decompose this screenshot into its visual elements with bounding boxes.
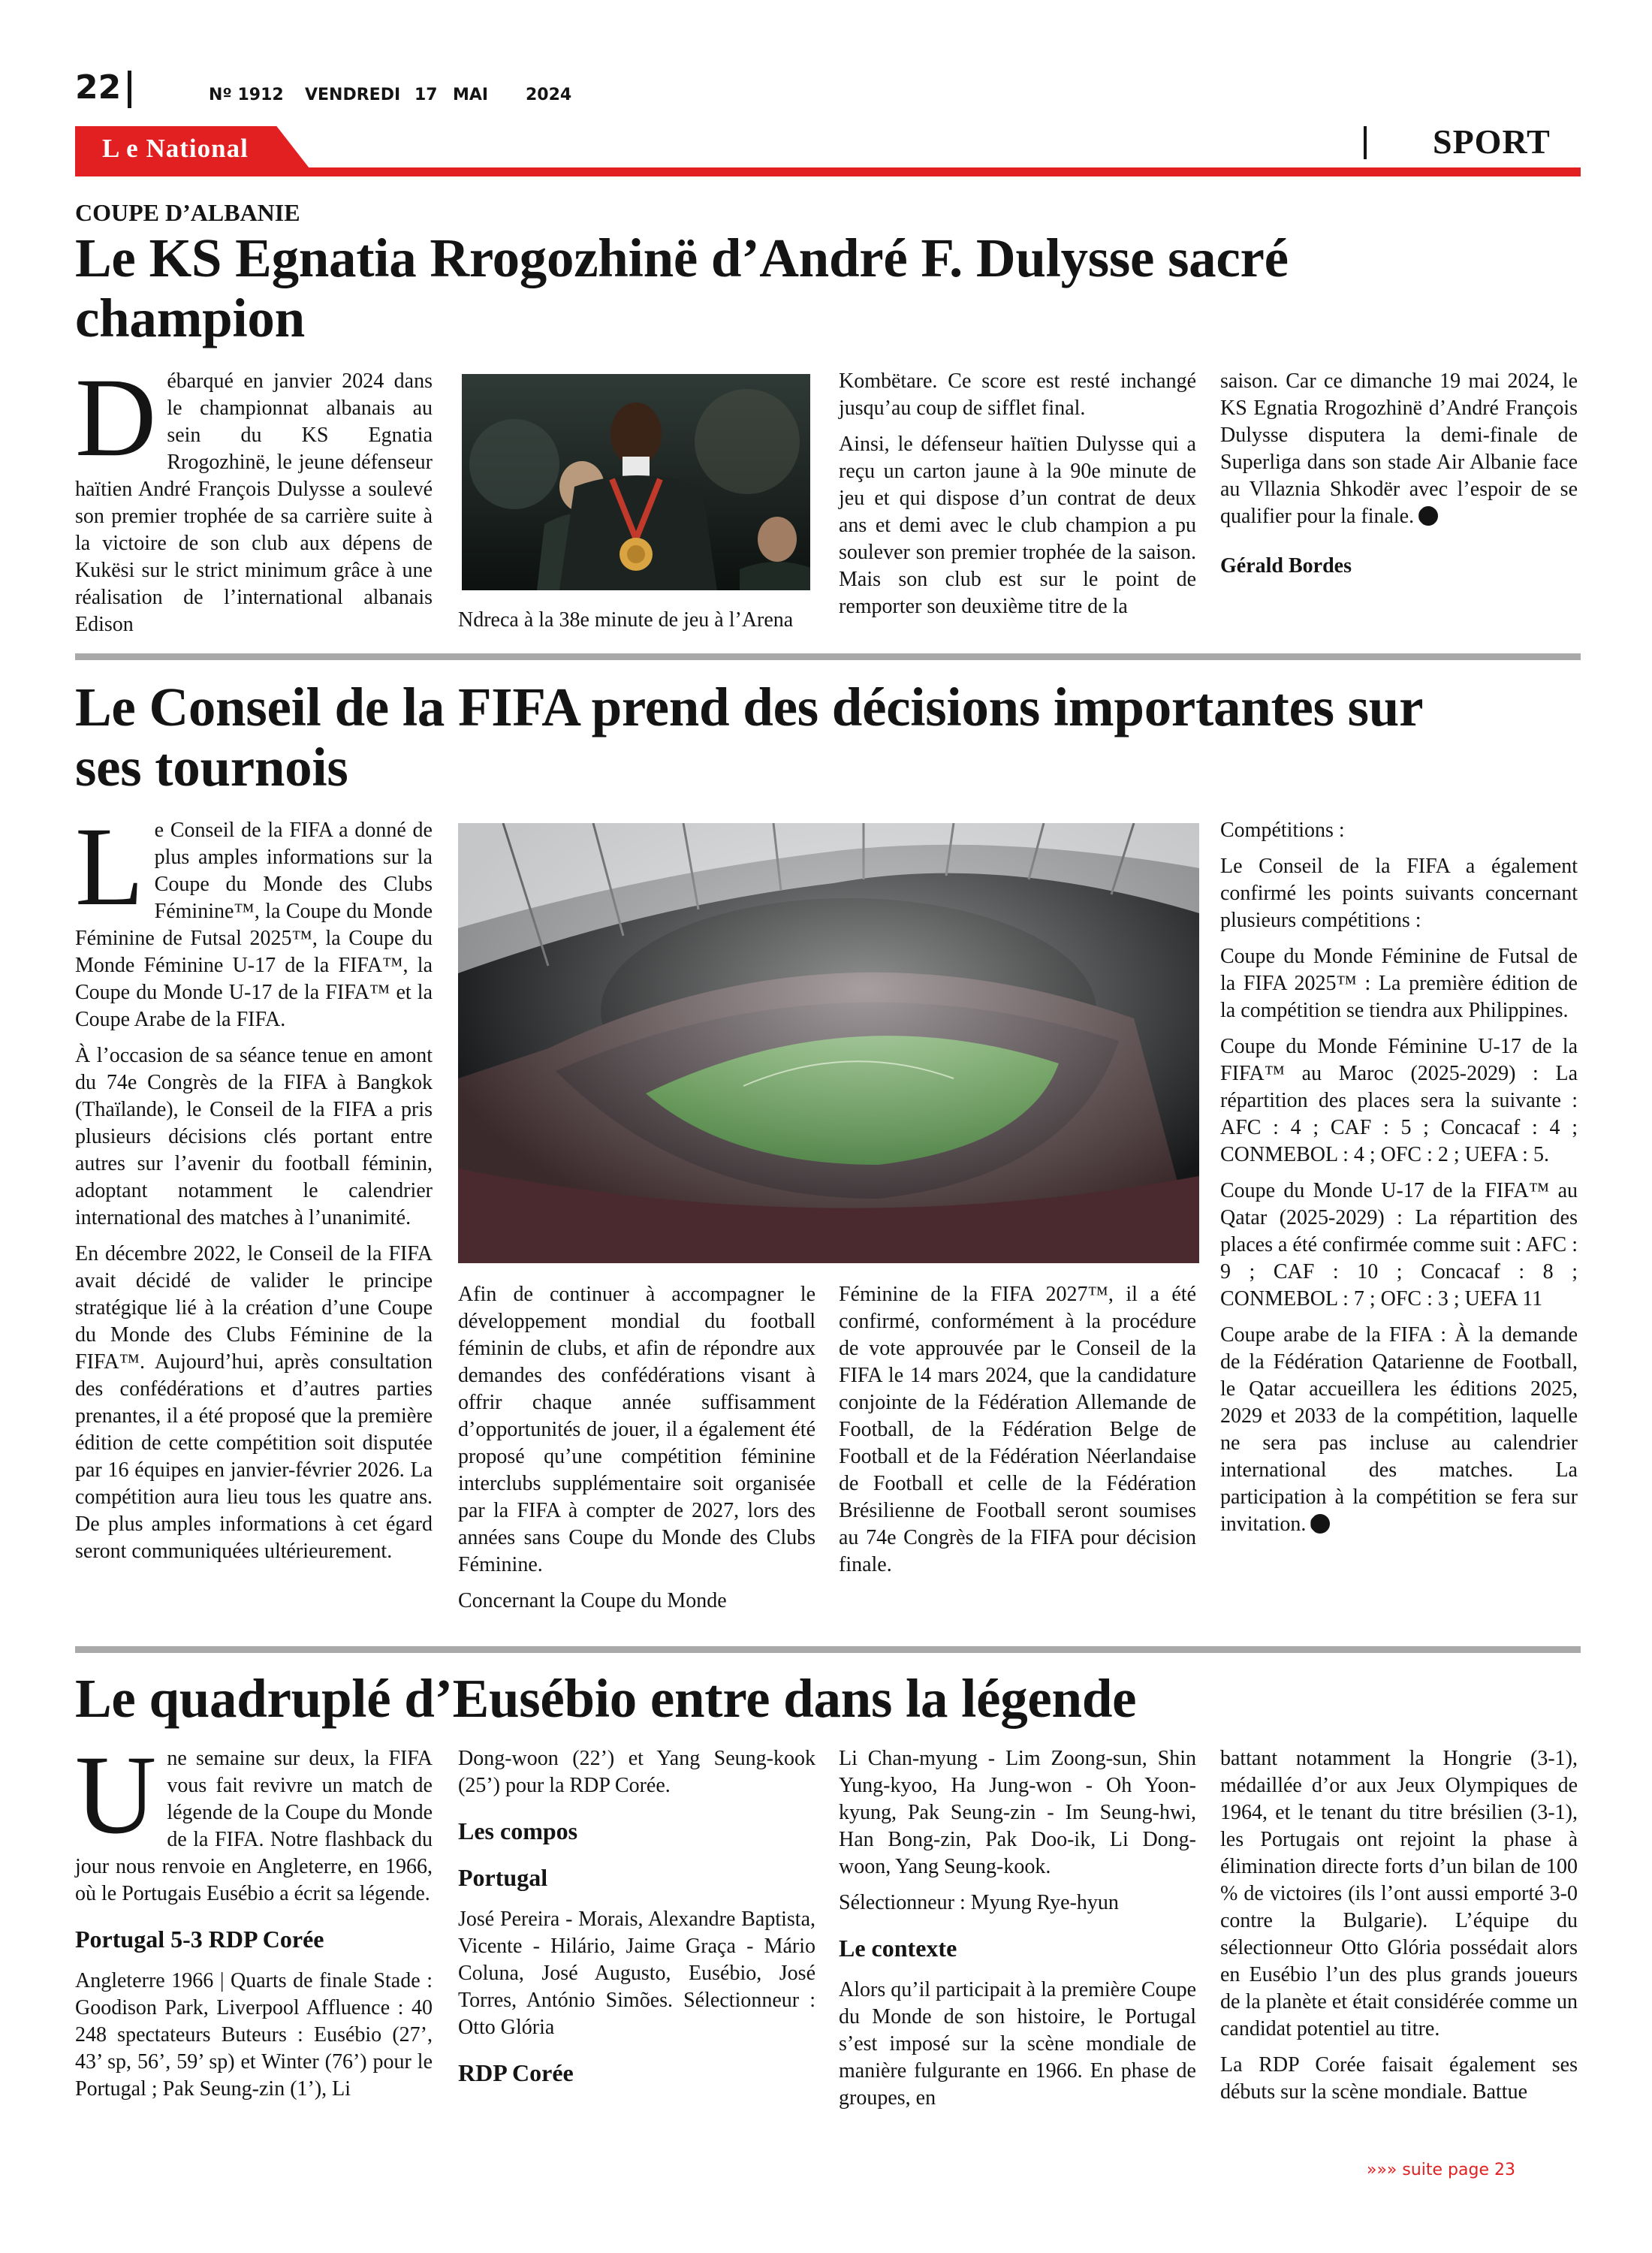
- article3-col3-p3: Alors qu’il participait à la première Coupe du Monde de son histoire, le Portugal s’est imposé sur la scène mondiale de manière fulgurante en 1966. En phase de groupes, en: [839, 1978, 1196, 2110]
- article3-portugal-subhead: Portugal: [458, 1864, 548, 1891]
- article1-col3-p2: Ainsi, le défenseur haïtien Dulysse qui a reçu un carton jaune à la 90e minute de jeu et qui dispose d’un contrat de deux ans et demi avec le club champion a pu soulever son premier trophée de la saison. Mais son club est sur le point de remporter son deuxième titre de la: [839, 433, 1196, 618]
- article2-col1-p1: e Conseil de la FIFA a donné de plus amples informations sur la Coupe du Monde des Clubs Féminine™, la Coupe du Monde Féminine de Futsal 2025™, la Coupe du Monde Féminine U-17 de la FIFA™, la Coupe du Monde U-17 de la FIFA™ et la Coupe Arabe de la FIFA.: [75, 819, 433, 1031]
- article3-col2-p1: Dong-woon (22’) et Yang Seung-kook (25’) pour la RDP Corée.: [458, 1747, 815, 1797]
- brand-logo: L e National: [102, 134, 249, 163]
- article2-col2: [458, 1281, 815, 1615]
- article2-col3: [839, 1281, 1196, 1579]
- article3-col4-p1: battant notamment la Hongrie (3-1), médaillée d’or aux Jeux Olympiques de 1964, et le tenant du titre brésilien (3-1), les Portugais ont rejoint la phase à élimination directe forts d’un bilan de 100 % de victoires (ils l’ont aussi emporté 3-0 contre la Bulgarie). L’équipe du sélectionneur Otto Glória possédait alors en Eusébio l’un des plus grands joueurs de la planète et était considérée comme un candidat potentiel au titre.: [1220, 1747, 1578, 2040]
- issue-number: Nº 1912: [209, 86, 284, 104]
- article1-headline: [75, 228, 1581, 348]
- header-rule: [75, 167, 1581, 176]
- article2-col3-p1: Féminine de la FIFA 2027™, il a été confirmé, conformément à la procédure de vote approuvée par le Conseil de la FIFA le 14 mars 2024, que la candidature conjointe de la Fédération Allemande de Football, de la Fédération Belge de Football et de la Fédération Néerlandaise de Football et celle de la Fédération Brésilienne de Football seront soumises au 74e Congrès de la FIFA pour décision finale.: [839, 1283, 1196, 1576]
- article1-col3: [839, 368, 1196, 620]
- article3-col4: [1220, 1745, 1578, 2106]
- article1-headline-line2: champion: [75, 288, 305, 348]
- article2-col1-p2: À l’occasion de sa séance tenue en amont du 74e Congrès de la FIFA à Bangkok (Thaïlande), le Conseil de la FIFA a pris plusieurs décisions clés portant entre autres sur l’avenir du football féminin, adoptant notamment le calendrier international des matches à l’unanimité.: [75, 1044, 433, 1229]
- issue-month: MAI: [453, 86, 489, 104]
- article1-col4: [1220, 368, 1578, 589]
- article2-headline-line2: ses tournois: [75, 737, 348, 798]
- article2-col4-p4: Coupe du Monde Féminine U-17 de la FIFA™ au Maroc (2025-2029) : La répartition des places sera la suivante : AFC : 4 ; CAF : 5 ; Concacaf : 4 ; CONMEBOL : 4 ; OFC : 2 ; UEFA : 5.: [1220, 1035, 1578, 1166]
- issue-year: 2024: [526, 86, 572, 104]
- article2-headline-line1: Le Conseil de la FIFA prend des décisions importantes sur: [75, 677, 1424, 737]
- article2-col1: [75, 804, 433, 1565]
- article1-col1: [75, 355, 433, 638]
- stadium-photo-image: [458, 823, 1199, 1263]
- end-of-article-icon: [1310, 1514, 1330, 1534]
- article1-col4-p1: saison. Car ce dimanche 19 mai 2024, le KS Egnatia Rrogozhinë d’André François Dulysse disputera la demi-finale de Superliga dans son stade Air Albanie face au Vllaznia Shkodër avec l’espoir de se qualifier pour la finale.: [1220, 369, 1578, 528]
- article1-photo: [462, 374, 810, 590]
- article2-col4-p3: Coupe du Monde Féminine de Futsal de la FIFA 2025™ : La première édition de la compétition se tiendra aux Philippines.: [1220, 945, 1578, 1022]
- section-divider: [1364, 126, 1367, 159]
- page-number: 22: [75, 68, 122, 107]
- article3-col2: [458, 1745, 815, 2101]
- article2-col4: [1220, 817, 1578, 1538]
- article-divider: [75, 653, 1581, 660]
- article2-headline: [75, 677, 1581, 798]
- article3-col1-p2: Angleterre 1966 | Quarts de finale Stade : Goodison Park, Liverpool Affluence : 40 248 spectateurs Buteurs : Eusébio (27’, 43’ sp, 56’, 59’ sp) et Winter (76’) pour le Portugal ; Pak Seung-zin (1’), Li: [75, 1969, 433, 2101]
- article3-context-subhead: Le contexte: [839, 1935, 957, 1962]
- article2-col2-p2: Concernant la Coupe du Monde: [458, 1589, 727, 1612]
- article1-col3-p1: Kombëtare. Ce score est resté inchangé jusqu’au coup de sifflet final.: [839, 369, 1196, 420]
- section-title: SPORT: [1433, 122, 1551, 161]
- article1-kicker: COUPE D’ALBANIE: [75, 199, 300, 226]
- article2-col4-p5: Coupe du Monde U-17 de la FIFA™ au Qatar (2025-2029) : La répartition des places a été confirmée comme suit : AFC : 9 ; CAF : 10 ; Concacaf : 8 ; CONMEBOL : 7 ; OFC : 3 ; UEFA 11: [1220, 1179, 1578, 1310]
- continued-link[interactable]: »»» suite page 23: [1367, 2161, 1515, 2179]
- article3-headline: Le quadruplé d’Eusébio entre dans la légende: [75, 1668, 1137, 1729]
- article1-col1-text: ébarqué en janvier 2024 dans le championnat albanais au sein du KS Egnatia Rrogozhinë, le jeune défenseur haïtien André François Dulysse a soulevé son premier trophée de sa carrière suite à la victoire de son club aux dépens de Kukësi sur le strict minimum grâce à une réalisation de l’international albanais Edison: [75, 369, 433, 636]
- article1-headline-line1: Le KS Egnatia Rrogozhinë d’André F. Dulysse sacré: [75, 228, 1289, 288]
- article3-match-subhead: Portugal 5-3 RDP Corée: [75, 1926, 324, 1953]
- article3-col1-p1: ne semaine sur deux, la FIFA vous fait revivre un match de légende de la Coupe du Monde de la FIFA. Notre flashback du jour nous renvoie en Angleterre, en 1966, où le Portugais Eusébio a écrit sa légende.: [75, 1747, 433, 1905]
- article3-col3-p2: Sélectionneur : Myung Rye-hyun: [839, 1891, 1119, 1914]
- issue-day: VENDREDI: [305, 86, 401, 104]
- issue-date: 17: [415, 86, 438, 104]
- article3-col4-p2: La RDP Corée faisait également ses débuts sur la scène mondiale. Battue: [1220, 2053, 1578, 2104]
- article3-col3-p1: Li Chan-myung - Lim Zoong-sun, Shin Yung-kyoo, Ha Jung-won - Oh Yoon-kyung, Pak Seung-zin - Im Seung-hwi, Han Bong-zin, Pak Doo-ik, Li Dong-woon, Yang Seung-kook.: [839, 1747, 1196, 1878]
- article2-col1-p3: En décembre 2022, le Conseil de la FIFA avait décidé de valider le principe stratégique lié à la création d’une Coupe du Monde des Clubs Féminine de la FIFA™. Aujourd’hui, après consultation des confédérations et d’autres parties prenantes, il a été proposé que la première édition de cette compétition soit disputée par 16 équipes en janvier-février 2026. La compétition aura lieu tous les quatre ans. De plus amples informations à cet égard seront communiquées ultérieurement.: [75, 1242, 433, 1563]
- article2-stadium-photo: [458, 823, 1199, 1263]
- article2-col4-p1: Compétitions :: [1220, 819, 1345, 842]
- player-photo-image: [462, 374, 810, 590]
- article3-col1: [75, 1733, 433, 2103]
- article1-dropcap: D: [75, 355, 157, 480]
- article2-col2-p1: Afin de continuer à accompagner le développement mondial du football féminin de clubs, et afin de répondre aux demandes des confédérations visant à offrir chaque année suffisamment d’opportunités de jouer, il a également été proposé qu’une compétition féminine interclubs supplémentaire soit organisée par la FIFA à compter de 2027, lors des années sans Coupe du Monde des Clubs Féminine.: [458, 1283, 815, 1576]
- end-of-article-icon: [1418, 506, 1438, 526]
- article2-dropcap: L: [75, 804, 144, 929]
- article2-col4-p2: Le Conseil de la FIFA a également confirmé les points suivants concernant plusieurs compétitions :: [1220, 855, 1578, 932]
- article3-dropcap: U: [75, 1733, 157, 1857]
- article-divider: [75, 1646, 1581, 1653]
- article3-compos-subhead: Les compos: [458, 1817, 578, 1844]
- article1-author: Gérald Bordes: [1220, 554, 1352, 578]
- article3-col2-p2: José Pereira - Morais, Alexandre Baptista, Vicente - Hilário, Jaime Graça - Mário Coluna, José Augusto, Eusébio, José Torres, António Simões. Sélectionneur : Otto Glória: [458, 1908, 815, 2039]
- page-number-divider: [128, 71, 131, 108]
- article3-col3: [839, 1745, 1196, 2112]
- article2-col4-p6: Coupe arabe de la FIFA : À la demande de la Fédération Qatarienne de Football, le Qatar accueillera les éditions 2025, 2029 et 2033 de la compétition, laquelle ne sera pas incluse au calendrier international des matches. La participation à la compétition se fera sur invitation.: [1220, 1323, 1578, 1536]
- article3-korea-subhead: RDP Corée: [458, 2059, 574, 2086]
- article1-photo-caption: Ndreca à la 38e minute de jeu à l’Arena: [458, 608, 794, 632]
